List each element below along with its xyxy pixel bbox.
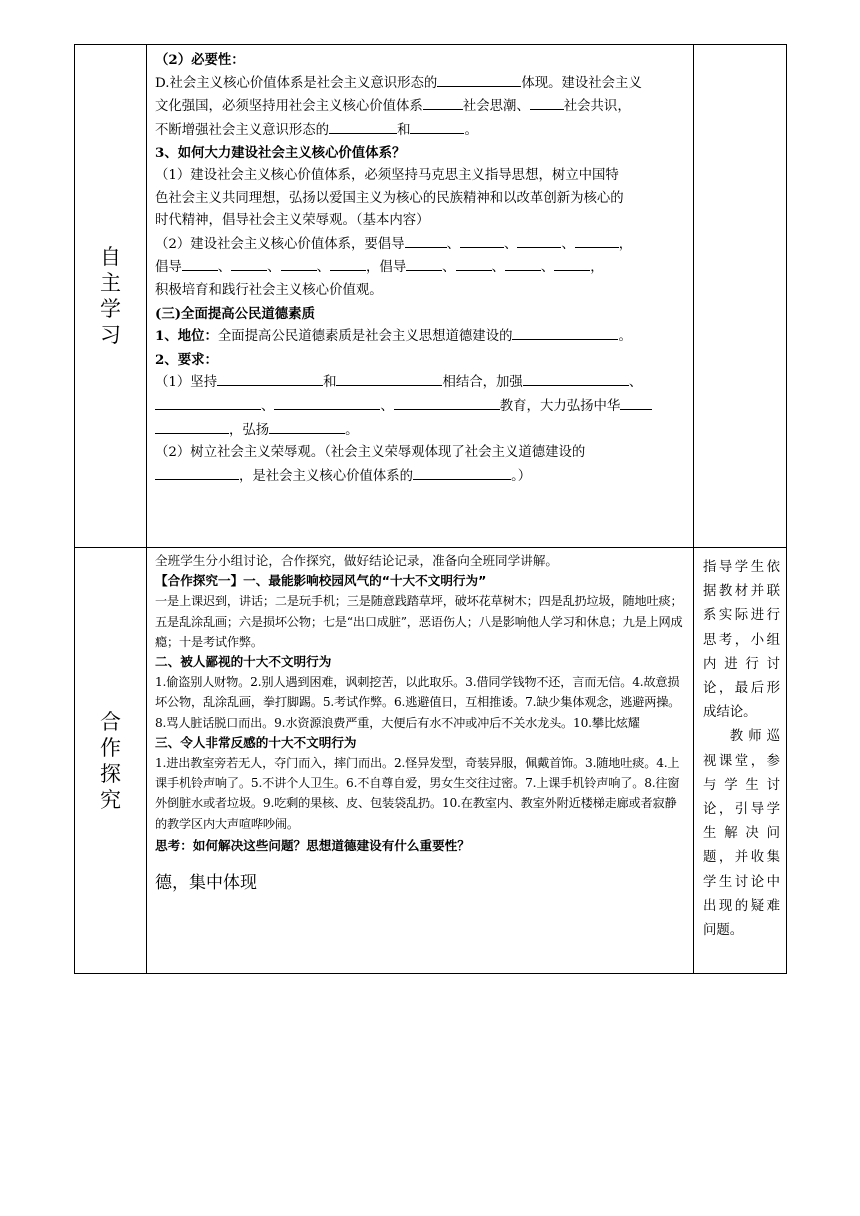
row-cooperative	[75, 548, 787, 974]
blank	[530, 95, 564, 110]
text-line: 1、地位：全面提高公民道德素质是社会主义思想道德建设的 。	[155, 325, 687, 349]
side-notes-cell	[694, 548, 787, 974]
text-line: 不断增强社会主义意识形态的 和 。	[155, 119, 687, 143]
section-heading: 【合作探究一】一、最能影响校园风气的“十大不文明行为”	[155, 573, 487, 589]
intro-text: 全班学生分小组讨论，合作探究，做好结论记录，准备向全班同学讲解。	[155, 553, 558, 568]
side-notes-cell	[694, 45, 787, 548]
text-line: 积极培育和践行社会主义核心价值观。	[155, 282, 383, 298]
paragraph: 一是上课迟到，讲话；二是玩手机；三是随意践踏草坪，破坏花草树木；四是乱扔垃圾，随地吐痰；五是乱涂乱画；六是损坏公物；七是“出口成脏”，恶语伤人；八是影响他人学习和休息；九是上网成瘾；十是考试作弊。	[155, 594, 683, 649]
cooperative-content	[147, 548, 694, 974]
blank	[329, 119, 397, 134]
section-heading: 3、如何大力建设社会主义核心价值体系？	[155, 145, 406, 162]
row-label-self-study: 自主学习	[100, 245, 121, 347]
text-line: （2）建设社会主义核心价值体系，要倡导 、 、 、 ，	[155, 233, 687, 257]
text-line: 时代精神，倡导社会主义荣辱观。（基本内容）	[155, 213, 430, 229]
section-heading: 三、令人非常反感的十大不文明行为	[155, 734, 357, 750]
text-line: （1）建设社会主义核心价值体系，必须坚持马克思主义指导思想，树立中国特	[155, 167, 619, 183]
blank	[410, 119, 464, 134]
lesson-table	[74, 44, 787, 974]
text-line: 色社会主义共同理想，弘扬以爱国主义为核心的民族精神和以改革创新为核心的	[155, 190, 624, 206]
text-line: ，是社会主义核心价值体系的 。）	[155, 465, 687, 489]
section-heading: 二、被人鄙视的十大不文明行为	[155, 654, 332, 670]
text-line: ，弘扬 。	[155, 419, 687, 443]
side-note-guidance: 指导学生依据教材并联系实际进行思考，小组内进行讨论，最后形成结论。	[703, 560, 780, 721]
row-label-cell	[75, 45, 147, 548]
row-label-cooperative: 合作探究	[100, 709, 121, 812]
section-heading: 2、要求：	[155, 351, 218, 368]
row-label-cell	[75, 548, 147, 974]
text-line: 、 、 教育，大力弘扬中华	[155, 395, 687, 419]
self-study-content	[147, 45, 694, 548]
blank	[423, 95, 463, 110]
text-line: 倡导 、 、 、 ，倡导 、 、 、 ，	[155, 256, 687, 280]
paragraph: 1.进出教室旁若无人，夺门而入，摔门而出。2.怪异发型，奇装异服，佩戴首饰。3.随地吐痰。4.上课手机铃声响了。5.不讲个人卫生。6.不自尊自爱，男女生交往过密。7.上课手机铃声响了。8.往窗外倒脏水或者垃圾。9.吃剩的果核、皮、包装袋乱扔。10.在教室内、教室外附近楼梯走廊或者寂静的教学区内大声喧哗吵闹。	[155, 756, 680, 831]
text-line: 文化强国，必须坚持用社会主义核心价值体系 社会思潮、 社会共识，	[155, 95, 687, 119]
paragraph: 1.偷盗别人财物。2.别人遇到困难，讽刺挖苦，以此取乐。3.借同学钱物不还，言而无信。4.故意损坏公物，乱涂乱画，拳打脚踢。5.考试作弊。6.逃避值日，互相推诿。7.缺少集体观念，逃避两操。8.骂人脏话脱口而出。9.水资源浪费严重，大便后有水不冲或冲后不关水龙头。10.攀比炫耀	[155, 675, 681, 730]
necessity-heading: （2）必要性：	[155, 52, 245, 68]
answer-text: 德，集中体现	[155, 873, 257, 894]
text-line: D.社会主义核心价值体系是社会主义意识形态的 体现。建设社会主义	[155, 72, 687, 96]
blank	[437, 72, 521, 87]
section-heading: (三)全面提高公民道德素质	[155, 305, 315, 322]
text-line: （1）坚持 和 相结合，加强 、	[155, 371, 687, 395]
row-self-study	[75, 45, 787, 548]
text-line: （2）树立社会主义荣辱观。（社会主义荣辱观体现了社会主义道德建设的	[155, 445, 586, 461]
think-question: 思考：如何解决这些问题？思想道德建设有什么重要性？	[155, 837, 470, 853]
side-note-teacher: 教师巡视课堂，参与学生讨论，引导学生解决问题，并收集学生讨论中出现的疑难问题。	[703, 729, 780, 939]
